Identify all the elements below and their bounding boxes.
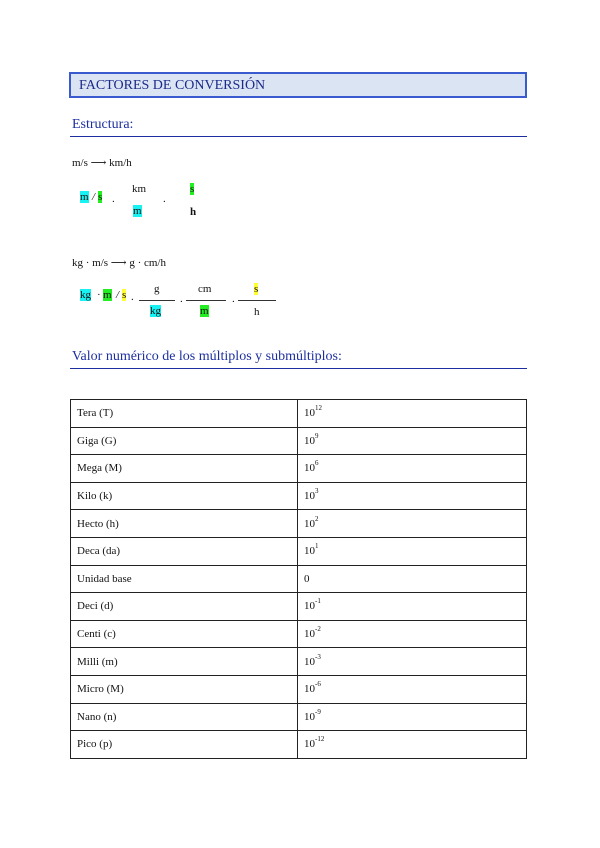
prefix-table: [70, 399, 527, 759]
table-row: [71, 731, 527, 759]
value-exponent: 1: [315, 542, 319, 551]
ex1-km: km: [132, 183, 147, 195]
value-exponent: -9: [315, 707, 321, 716]
value-cell: [298, 675, 527, 703]
table-row: [71, 675, 527, 703]
prefix-cell: Nano (n): [71, 703, 298, 731]
value-cell: [298, 400, 527, 428]
ex1-m-den: m: [133, 205, 142, 217]
value-exponent: -6: [315, 680, 321, 689]
ex2-dot-b: .: [131, 291, 134, 303]
ex2-kg: kg: [80, 289, 91, 301]
prefix-cell: Milli (m): [71, 648, 298, 676]
ex1-slash: /: [92, 191, 96, 203]
value-cell: [298, 510, 527, 538]
table-row: [71, 427, 527, 455]
section-rule: [70, 136, 527, 137]
prefix-cell: Hecto (h): [71, 510, 298, 538]
prefix-cell: Kilo (k): [71, 482, 298, 510]
table-row: [71, 593, 527, 621]
value-exponent: 2: [315, 514, 319, 523]
value-exponent: 3: [315, 487, 319, 496]
table-row: [71, 510, 527, 538]
ex2-m-den: m: [200, 305, 209, 317]
value-cell: [298, 703, 527, 731]
value-cell: [298, 648, 527, 676]
value-cell: [298, 593, 527, 621]
ex2-h: h: [254, 306, 260, 318]
value-base: 10: [304, 683, 315, 696]
prefix-cell: Deca (da): [71, 537, 298, 565]
table-row: [71, 537, 527, 565]
value-exponent: 12: [315, 404, 322, 413]
table-row: [71, 648, 527, 676]
value-exponent: -1: [315, 597, 321, 606]
value-exponent: 6: [315, 459, 319, 468]
table-row: [71, 400, 527, 428]
prefix-cell: Mega (M): [71, 455, 298, 483]
value-base: 10: [304, 462, 315, 475]
section-heading-multiplos: Valor numérico de los múltiplos y submúltiplos:: [72, 349, 342, 364]
table-row: [71, 703, 527, 731]
ex2-fraction-line-1: [139, 300, 175, 301]
value-base: 10: [304, 600, 315, 613]
ex2-cm: cm: [198, 283, 212, 295]
value-cell: [298, 482, 527, 510]
value-cell: [298, 427, 527, 455]
value-base: 10: [304, 407, 315, 420]
value-exponent: -2: [315, 625, 321, 634]
ex2-dot-c: .: [180, 293, 183, 305]
prefix-cell: Deci (d): [71, 593, 298, 621]
value-cell: [298, 455, 527, 483]
value-cell: [298, 537, 527, 565]
ex2-s: s: [122, 289, 127, 301]
section-rule: [70, 368, 527, 369]
ex2-slash: /: [116, 289, 120, 301]
prefix-cell: Tera (T): [71, 400, 298, 428]
value-base: 10: [304, 517, 315, 530]
value-exponent: -12: [315, 735, 325, 744]
ex2-kg-den: kg: [150, 305, 161, 317]
value-exponent: 9: [315, 431, 319, 440]
ex1-dot2: .: [163, 193, 166, 205]
section-heading-estructura: Estructura:: [72, 117, 134, 132]
value-base: 10: [304, 628, 315, 641]
ex2-g: g: [154, 283, 160, 295]
ex2-s-num: s: [254, 283, 259, 295]
value-cell: [298, 620, 527, 648]
ex2-fraction-line-2: [186, 300, 226, 301]
ex1-s: s: [98, 191, 103, 203]
ex1-m: m: [80, 191, 89, 203]
value-base: 10: [304, 710, 315, 723]
table-row: [71, 482, 527, 510]
ex2-m: m: [103, 289, 112, 301]
example1-label: m/s ⟶ km/h: [72, 157, 132, 169]
prefix-cell: Centi (c): [71, 620, 298, 648]
ex2-dot-a: ·: [97, 289, 101, 301]
value-base: 10: [304, 545, 315, 558]
table-row: [71, 455, 527, 483]
ex1-s-num: s: [190, 183, 195, 195]
prefix-cell: Giga (G): [71, 427, 298, 455]
value-base: 10: [304, 738, 315, 751]
prefix-cell: Micro (M): [71, 675, 298, 703]
value-base: 10: [304, 434, 315, 447]
prefix-cell: Unidad base: [71, 565, 298, 593]
value-exponent: -3: [315, 652, 321, 661]
value-base: 10: [304, 655, 315, 668]
page-title: FACTORES DE CONVERSIÓN: [79, 78, 266, 93]
title-box: [69, 72, 527, 98]
example2-label: kg · m/s ⟶ g · cm/h: [72, 257, 166, 269]
ex1-dot1: .: [112, 193, 115, 205]
ex1-h: h: [190, 206, 197, 218]
value-cell: [298, 731, 527, 759]
ex2-dot-d: .: [232, 293, 235, 305]
table-row: [71, 620, 527, 648]
ex2-fraction-line-3: [238, 300, 276, 301]
prefix-cell: Pico (p): [71, 731, 298, 759]
value-cell: [298, 565, 527, 593]
value-base: 10: [304, 490, 315, 503]
value-base: 0: [304, 572, 310, 585]
table-row: [71, 565, 527, 593]
